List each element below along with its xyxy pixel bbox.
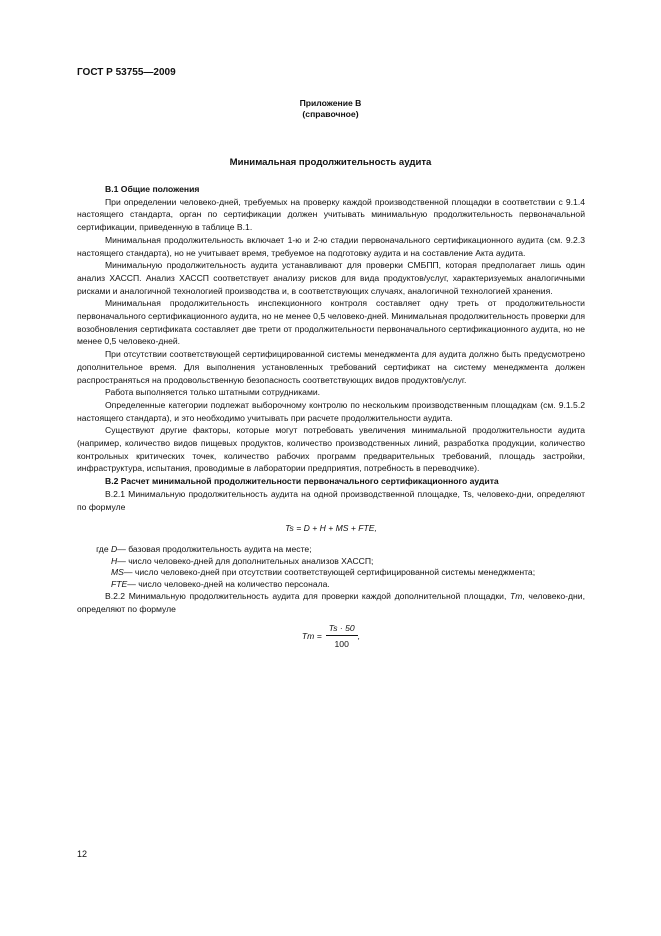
fraction-numerator: Ts · 50 xyxy=(326,622,358,637)
legend-lead xyxy=(77,556,111,568)
paragraph: При отсутствии соответствующей сертифицированной системы менеджмента для аудита должно быть предусмотрено дополнительное время. Для выполнения установленных требований сертификат на систему менеджмента должен распространяться на продовольственную безопасность соответствующих видов продуктов/услуг. xyxy=(77,349,585,385)
fraction xyxy=(326,622,361,651)
paragraph: Существуют другие факторы, которые могут потребовать увеличения минимальной продолжительности аудита (например, количество видов пищевых продуктов, количество производственных линий, разработка продукции, количество контрольных критических точек, количество рабочих программ предварительных требований, площадь застройки, инфраструктура, испытания, проводимые в лаборатории предприятия, потребность в переводчике). xyxy=(77,425,585,474)
section-2-heading: В.2 Расчет минимальной продолжительности первоначального сертификационного аудита xyxy=(105,476,499,487)
formula-ts: Ts = D + H + MS + FTE, xyxy=(285,523,377,534)
legend-text: — число человеко-дней при отсутствии соответствующей сертифицированной системы менеджмента; xyxy=(123,567,536,578)
formula-tm-lhs: Tm = xyxy=(301,631,322,642)
legend-row-ms xyxy=(77,567,585,579)
formula-tm xyxy=(77,622,585,651)
b22-text-a: В.2.2 Минимальную продолжительность аудита для проверки каждой дополнительной площадки, xyxy=(105,591,510,602)
document-body xyxy=(77,183,585,651)
legend-lead: где xyxy=(96,543,111,554)
paragraph: Работа выполняется только штатными сотрудниками. xyxy=(105,387,321,398)
document-standard-header: ГОСТ Р 53755—2009 xyxy=(77,67,176,78)
legend-symbol: MS xyxy=(111,567,124,578)
annex-label: Приложение В xyxy=(299,98,362,108)
legend-lead xyxy=(77,567,111,579)
paragraph: Определенные категории подлежат выборочному контролю по нескольким производственным площадкам (см. 9.1.5.2 настоящего стандарта), и это необходимо учитывать при расчете продолжительности аудита. xyxy=(77,399,585,423)
b22-text-b: , человеко-дни, определяют по формуле xyxy=(77,591,585,615)
legend-symbol: FTE xyxy=(111,578,128,589)
paragraph: При определении человеко-дней, требуемых на проверку каждой производственной площадки в соответствии с 9.1.4 настоящего стандарта, орган по сертификации должен учитывать минимальную продолжительность первоначальной сертификации, приведенную в таблице В.1. xyxy=(77,196,585,233)
section-1-heading: В.1 Общие положения xyxy=(105,184,200,194)
paragraph: Минимальная продолжительность включает 1-ю и 2-ю стадии первоначального сертификационного аудита (см. 9.2.3 настоящего стандарта), но не учитывает время, требуемое на подготовку аудита и на составление Акта аудита. xyxy=(77,234,585,258)
annex-type: (справочное) xyxy=(302,109,359,119)
legend-symbol: H xyxy=(111,555,118,566)
page-number: 12 xyxy=(77,849,88,859)
legend-symbol: D xyxy=(111,543,118,554)
b22-symbol: Tm xyxy=(509,591,523,602)
fraction-denominator: 100 xyxy=(334,639,349,650)
legend-text: — число человеко-дней на количество персонала. xyxy=(127,578,330,589)
formula-legend xyxy=(77,544,585,590)
annex-heading xyxy=(0,98,661,120)
paragraph: Минимальную продолжительность аудита устанавливают для проверки СМБПП, которая предполагает лишь один анализ ХАССП. Анализ ХАССП соответствует анализу рисков для вида продуктов/услуг, характеризуемых аналогичными рисками и аналогичной технологией производства и, в соответствующих случаях, аналогичной технологией хранения. xyxy=(77,260,585,296)
legend-row-d xyxy=(77,544,585,556)
paragraph-b21: В.2.1 Минимальную продолжительность аудита на одной производственной площадке, Ts, человеко-дни, определяют по формуле xyxy=(77,488,585,512)
formula-tm-tail: , xyxy=(357,631,361,642)
legend-text: — базовая продолжительность аудита на месте; xyxy=(117,543,312,554)
legend-row-fte xyxy=(77,579,585,591)
legend-row-h xyxy=(77,556,585,568)
paragraph: Минимальная продолжительность инспекционного контроля составляет одну треть от продолжительности первоначального сертификационного аудита, но не менее 0,5 человеко-дней. Минимальная продолжительность проверки для возобновления сертификата составляет две трети от продолжительности первоначального сертификационного аудита, но не менее 0,5 человеко-дней. xyxy=(77,298,585,347)
legend-text: — число человеко-дней для дополнительных анализов ХАССП; xyxy=(117,555,374,566)
legend-lead xyxy=(77,579,111,591)
paragraph-b22 xyxy=(77,590,585,615)
page-title: Минимальная продолжительность аудита xyxy=(229,157,432,168)
